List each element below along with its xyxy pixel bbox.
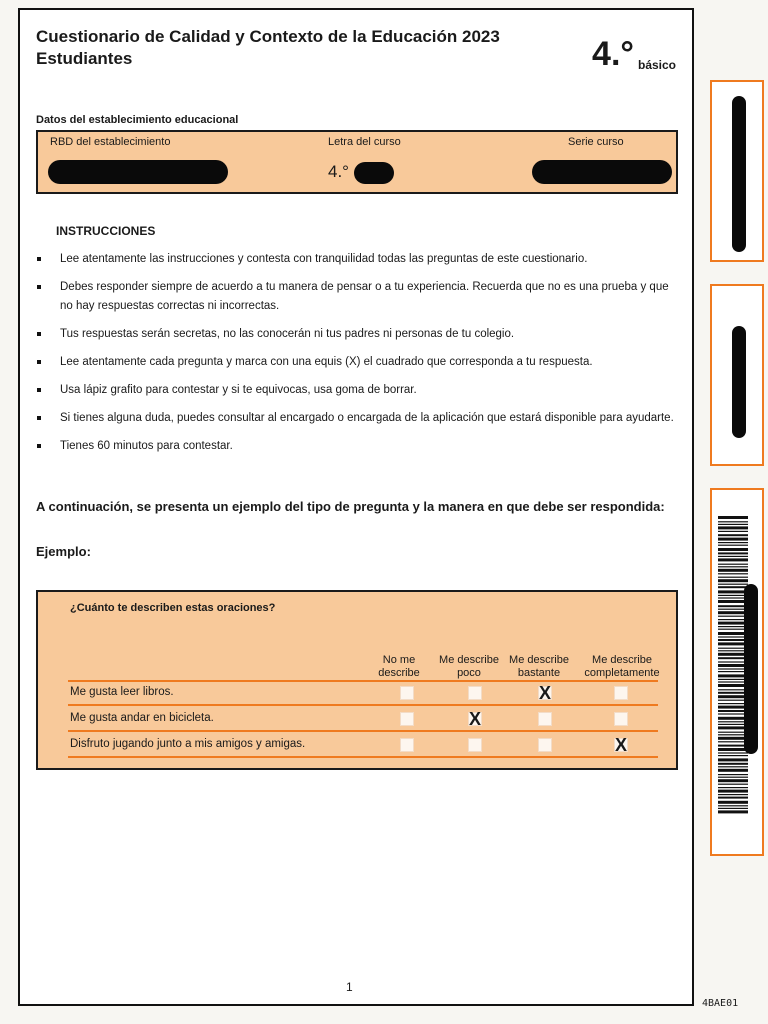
page-number: 1 bbox=[346, 980, 353, 994]
barcode-box bbox=[710, 488, 764, 856]
instruction-item: Tus respuestas serán secretas, no las conocerán ni tus padres ni personas de tu colegio. bbox=[36, 325, 680, 344]
column-header-label: No me describe bbox=[378, 654, 420, 679]
document-title bbox=[36, 26, 500, 70]
instruction-item: Si tienes alguna duda, puedes consultar al encargado o encargada de la aplicación que estará disponible para ayudarte. bbox=[36, 409, 680, 428]
side-redaction bbox=[732, 96, 746, 252]
row-statement: Me gusta leer libros. bbox=[70, 686, 174, 698]
instruction-item: Tienes 60 minutos para contestar. bbox=[36, 437, 680, 456]
column-header-describe-poco bbox=[438, 634, 500, 680]
row-statement: Disfruto jugando junto a mis amigos y amigas. bbox=[70, 738, 306, 750]
side-redaction bbox=[732, 326, 746, 438]
grade-number: 4.° bbox=[592, 35, 634, 73]
column-header-label: Me describe poco bbox=[439, 654, 499, 679]
column-header-describe-completamente bbox=[576, 634, 668, 680]
side-field-box bbox=[710, 80, 764, 262]
side-redaction bbox=[744, 584, 758, 754]
title-line-2: Estudiantes bbox=[36, 49, 133, 68]
answer-checkbox[interactable] bbox=[538, 712, 552, 726]
instructions-heading: INSTRUCCIONES bbox=[56, 224, 156, 238]
example-question: ¿Cuánto te describen estas oraciones? bbox=[70, 602, 276, 614]
answer-checkbox[interactable] bbox=[400, 686, 414, 700]
answer-checkbox[interactable] bbox=[614, 712, 628, 726]
side-field-box bbox=[710, 284, 764, 466]
instruction-item: Usa lápiz grafito para contestar y si te equivocas, usa goma de borrar. bbox=[36, 381, 680, 400]
answer-checkbox[interactable] bbox=[538, 738, 552, 752]
school-data-box bbox=[36, 130, 678, 194]
course-letter-redaction bbox=[354, 162, 394, 184]
example-row bbox=[68, 708, 658, 732]
column-header-label: Me describe completamente bbox=[584, 654, 660, 679]
answer-checkbox[interactable] bbox=[468, 738, 482, 752]
column-header-no-me-describe bbox=[368, 634, 430, 680]
example-question-box bbox=[36, 590, 678, 770]
example-row bbox=[68, 734, 658, 758]
rbd-label: RBD del establecimiento bbox=[50, 136, 171, 148]
example-label: Ejemplo: bbox=[36, 544, 91, 559]
title-line-1: Cuestionario de Calidad y Contexto de la Educación 2023 bbox=[36, 27, 500, 46]
grade-indicator bbox=[592, 36, 676, 72]
form-code: 4BAE01 bbox=[702, 998, 739, 1009]
answer-checkbox[interactable]: X bbox=[539, 683, 552, 703]
answer-checkbox[interactable] bbox=[400, 738, 414, 752]
school-data-title: Datos del establecimiento educacional bbox=[36, 114, 239, 126]
column-header-describe-bastante bbox=[508, 634, 570, 680]
answer-checkbox[interactable] bbox=[468, 686, 482, 700]
answer-checkbox[interactable]: X bbox=[469, 709, 482, 729]
questionnaire-page bbox=[18, 8, 694, 1006]
rbd-redaction bbox=[48, 160, 228, 184]
instruction-item: Lee atentamente las instrucciones y contesta con tranquilidad todas las preguntas de este cuestionario. bbox=[36, 250, 680, 269]
answer-checkbox[interactable]: X bbox=[615, 735, 628, 755]
series-label: Serie curso bbox=[568, 136, 624, 148]
instruction-item: Lee atentamente cada pregunta y marca con una equis (X) el cuadrado que corresponda a tu respuesta. bbox=[36, 353, 680, 372]
answer-checkbox[interactable] bbox=[400, 712, 414, 726]
instruction-item: Debes responder siempre de acuerdo a tu manera de pensar o a tu experiencia. Recuerda que no es una prueba y que no hay respuestas correctas ni incorrectas. bbox=[36, 278, 680, 316]
course-letter-label: Letra del curso bbox=[328, 136, 401, 148]
column-header-label: Me describe bastante bbox=[509, 654, 569, 679]
series-redaction bbox=[532, 160, 672, 184]
instructions-list bbox=[36, 250, 680, 465]
row-statement: Me gusta andar en bicicleta. bbox=[70, 712, 214, 724]
grade-label: básico bbox=[637, 58, 676, 72]
example-intro: A continuación, se presenta un ejemplo del tipo de pregunta y la manera en que debe ser respondida: bbox=[36, 499, 665, 514]
course-letter-prefix: 4.° bbox=[328, 162, 349, 181]
example-row bbox=[68, 682, 658, 706]
answer-checkbox[interactable] bbox=[614, 686, 628, 700]
